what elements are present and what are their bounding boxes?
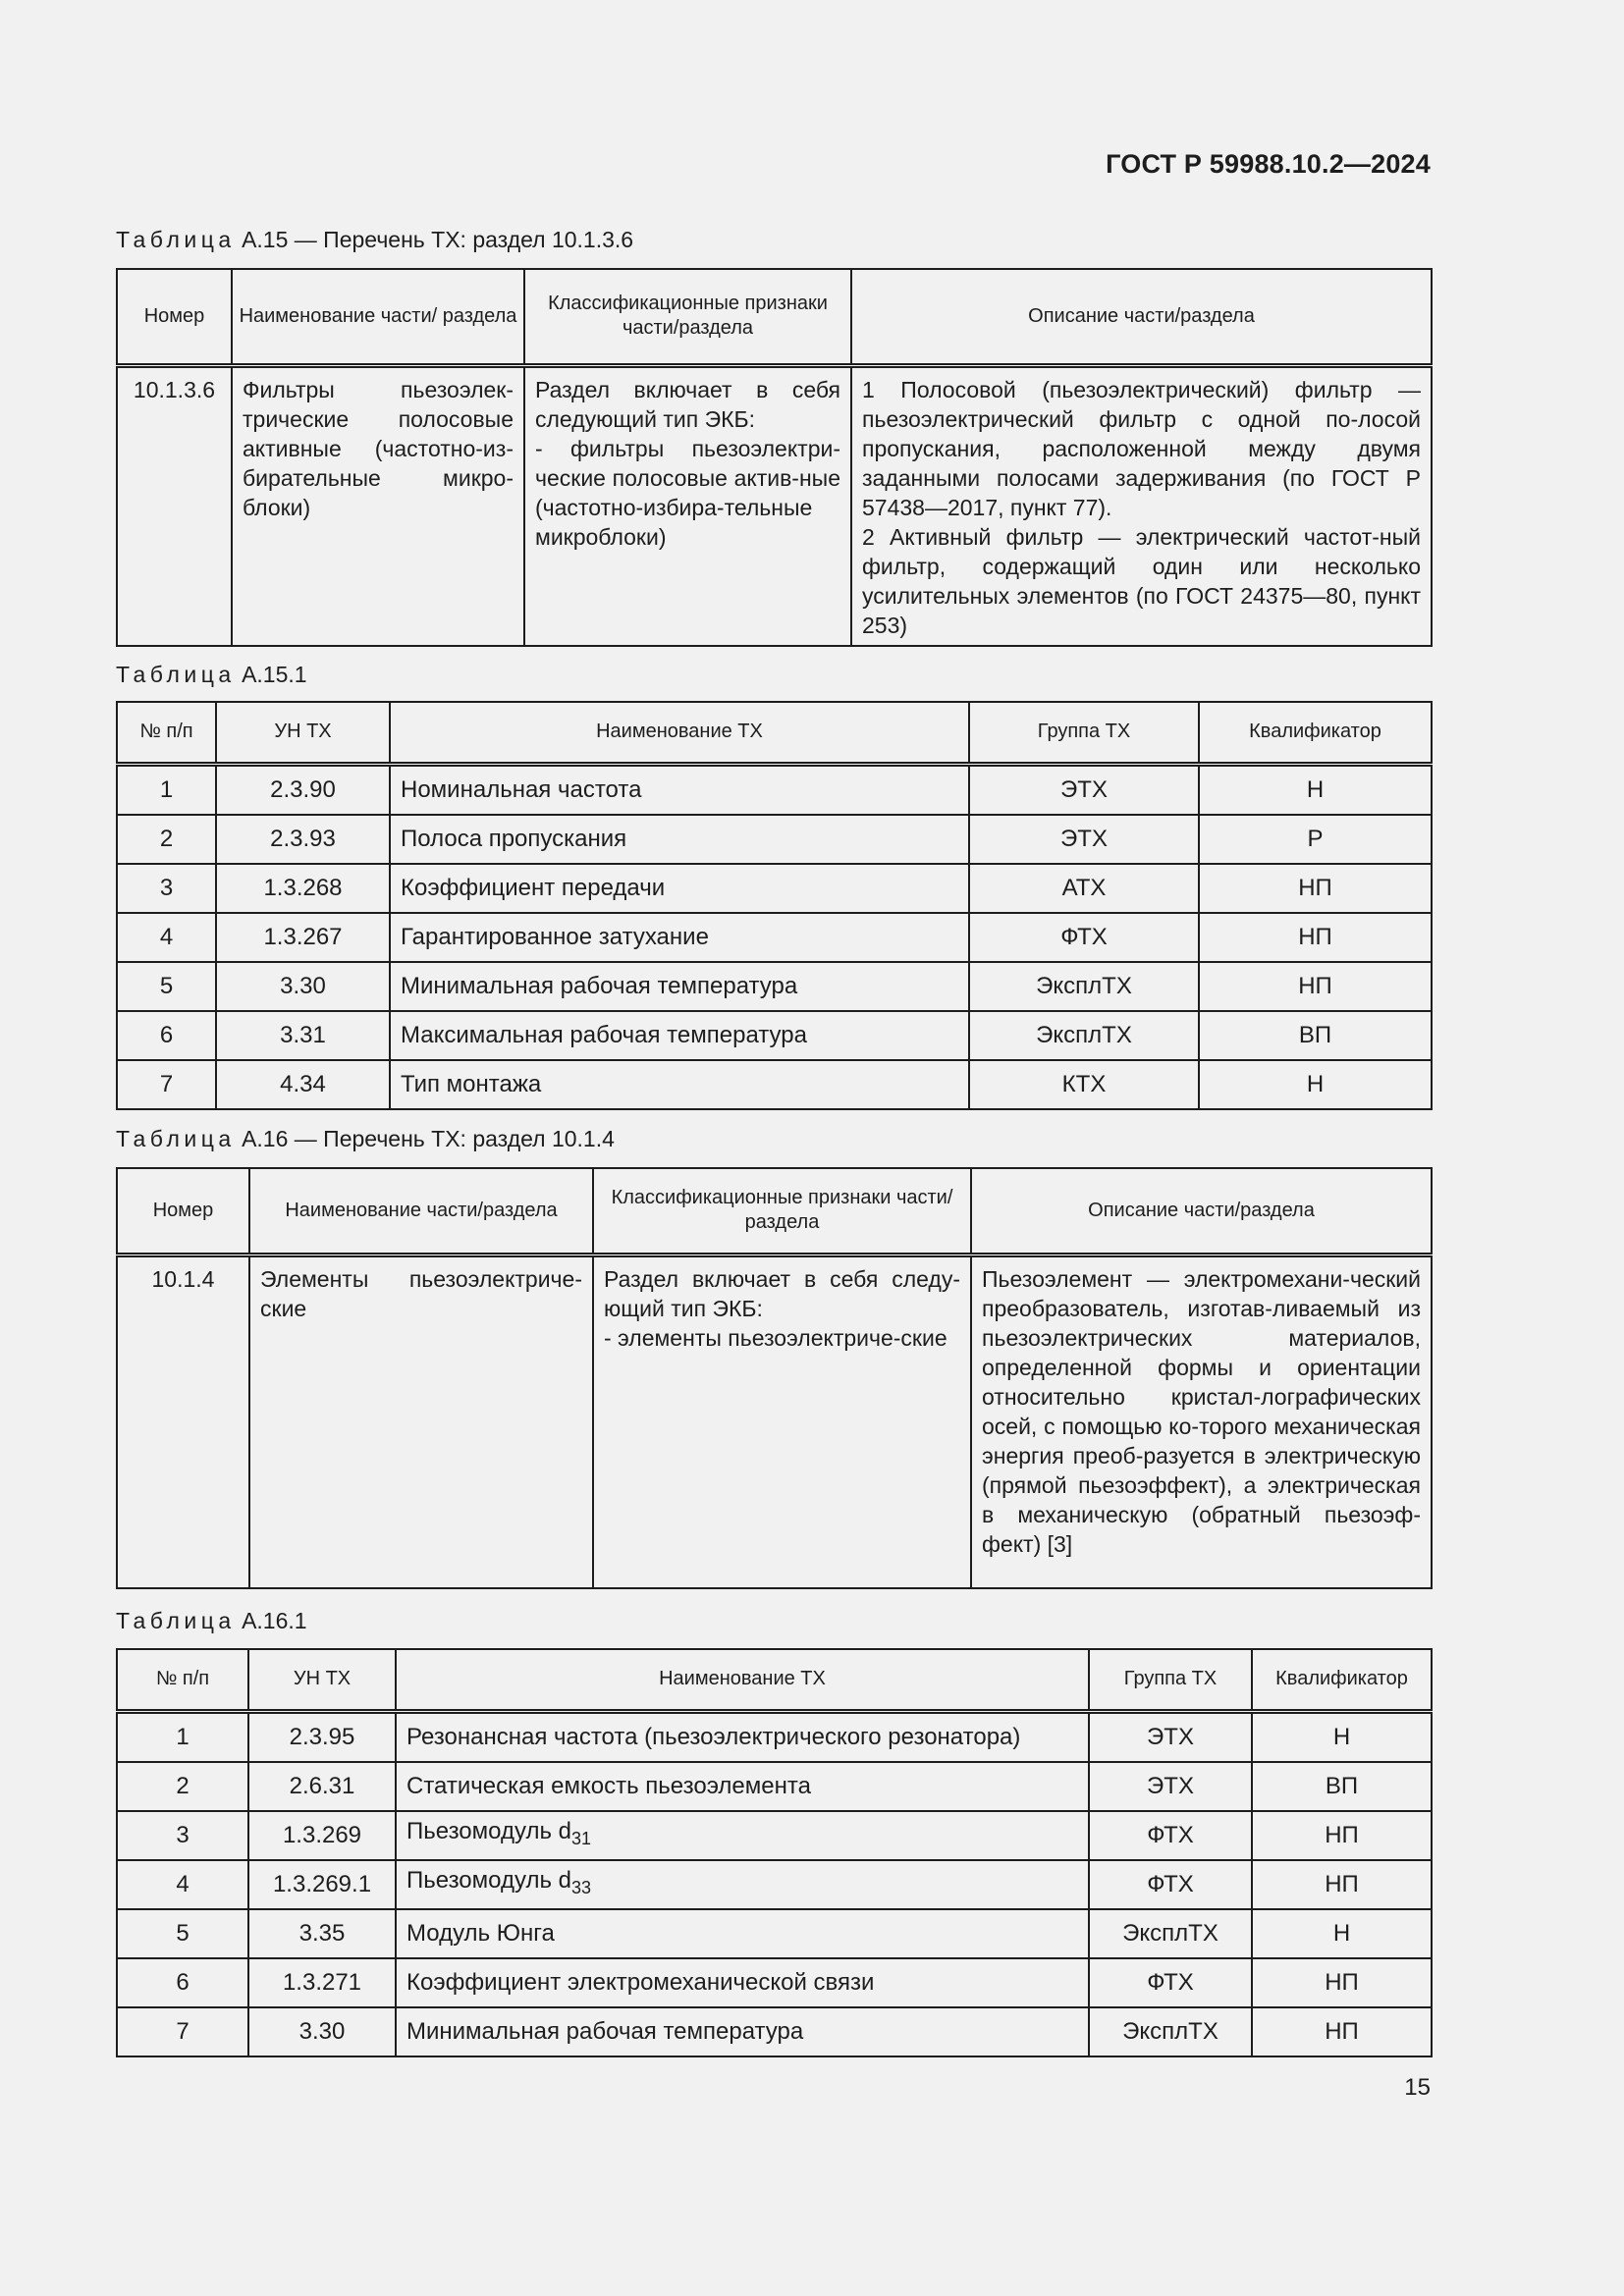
cell-code: 1.3.268 [216, 864, 390, 913]
table-a15-1 [116, 701, 1433, 1110]
caption-word: Таблица [116, 662, 236, 687]
cell-name-text: Статическая емкость пьезоэлемента [406, 1772, 811, 1799]
cell-index: 6 [117, 1011, 216, 1060]
cell-classification: Раздел включает в себя следу-ющий тип ЭКБ: - элементы пьезоэлектриче-ские [593, 1255, 971, 1588]
header-description: Описание части/раздела [971, 1168, 1432, 1255]
cell-qualifier: НП [1252, 2007, 1432, 2056]
cell-code: 2.3.90 [216, 764, 390, 815]
cell-index: 6 [117, 1958, 248, 2007]
table-a16 [116, 1167, 1433, 1589]
cell-name-text: Модуль Юнга [406, 1919, 555, 1947]
cell-group: ФТХ [969, 913, 1199, 962]
table-row [117, 864, 1432, 913]
cell-index: 4 [117, 913, 216, 962]
cell-group: ЭТХ [969, 764, 1199, 815]
cell-name: Гарантированное затухание [390, 913, 969, 962]
cell-qualifier: НП [1252, 1860, 1432, 1909]
cell-index: 2 [117, 1762, 248, 1811]
table-a16-caption [116, 1126, 615, 1152]
table-row [117, 1060, 1432, 1109]
cell-name: Максимальная рабочая температура [390, 1011, 969, 1060]
cell-index: 7 [117, 1060, 216, 1109]
cell-part-name: Элементы пьезоэлектриче-ские [249, 1255, 593, 1588]
cell-code: 3.35 [248, 1909, 396, 1958]
cell-qualifier: НП [1199, 864, 1432, 913]
cell-index: 1 [117, 764, 216, 815]
caption-text: А.16 — Перечень ТХ: раздел 10.1.4 [242, 1126, 615, 1151]
cell-index: 3 [117, 864, 216, 913]
cell-index: 1 [117, 1711, 248, 1762]
table-a15-1-caption [116, 662, 307, 688]
cell-code: 1.3.271 [248, 1958, 396, 2007]
cell-name [396, 1762, 1089, 1811]
caption-text: А.15.1 [242, 662, 307, 687]
cell-group: ЭксплТХ [1089, 1909, 1252, 1958]
cell-code: 2.3.95 [248, 1711, 396, 1762]
cell-classification: Раздел включает в себя следующий тип ЭКБ: - фильтры пьезоэлектри-ческие полосовые актив-ные (частотно-избира-тельные микроблоки) [524, 365, 851, 646]
table-row [117, 2007, 1432, 2056]
table-row [117, 1711, 1432, 1762]
cell-group: ЭксплТХ [969, 962, 1199, 1011]
table-a15-caption [116, 227, 633, 253]
table-header-row [117, 1168, 1432, 1255]
table-row [117, 1958, 1432, 2007]
header-group: Группа ТХ [1089, 1649, 1252, 1711]
cell-name: Коэффициент передачи [390, 864, 969, 913]
cell-group: ЭксплТХ [969, 1011, 1199, 1060]
cell-name [396, 2007, 1089, 2056]
caption-text: А.16.1 [242, 1608, 307, 1633]
table-row [117, 913, 1432, 962]
header-group: Группа ТХ [969, 702, 1199, 764]
cell-index: 2 [117, 815, 216, 864]
table-row [117, 1860, 1432, 1909]
cell-index: 7 [117, 2007, 248, 2056]
table-row [117, 365, 1432, 646]
header-code: УН ТХ [216, 702, 390, 764]
cell-group: КТХ [969, 1060, 1199, 1109]
cell-name [396, 1860, 1089, 1909]
cell-group: ЭТХ [1089, 1711, 1252, 1762]
cell-code: 3.30 [216, 962, 390, 1011]
cell-name [396, 1958, 1089, 2007]
table-row [117, 764, 1432, 815]
table-a16-1 [116, 1648, 1433, 2057]
cell-qualifier: Н [1252, 1909, 1432, 1958]
caption-word: Таблица [116, 227, 236, 252]
cell-index: 5 [117, 1909, 248, 1958]
cell-group: ЭТХ [969, 815, 1199, 864]
table-row [117, 1811, 1432, 1860]
cell-code: 1.3.269 [248, 1811, 396, 1860]
cell-index: 5 [117, 962, 216, 1011]
header-part-name: Наименование части/ раздела [232, 269, 524, 365]
cell-group: ФТХ [1089, 1958, 1252, 2007]
cell-group: ЭТХ [1089, 1762, 1252, 1811]
header-index: № п/п [117, 702, 216, 764]
header-code: УН ТХ [248, 1649, 396, 1711]
header-classification: Классификационные признаки части/раздела [593, 1168, 971, 1255]
cell-code: 3.31 [216, 1011, 390, 1060]
cell-name: Полоса пропускания [390, 815, 969, 864]
cell-group: ФТХ [1089, 1811, 1252, 1860]
table-row [117, 962, 1432, 1011]
cell-index: 3 [117, 1811, 248, 1860]
table-a16-1-caption [116, 1608, 307, 1634]
cell-qualifier: Р [1199, 815, 1432, 864]
cell-name: Номинальная частота [390, 764, 969, 815]
header-qualifier: Квалификатор [1199, 702, 1432, 764]
cell-number: 10.1.4 [117, 1255, 249, 1588]
cell-code: 4.34 [216, 1060, 390, 1109]
cell-code: 1.3.269.1 [248, 1860, 396, 1909]
cell-name [396, 1711, 1089, 1762]
table-a15 [116, 268, 1433, 647]
cell-name: Минимальная рабочая температура [390, 962, 969, 1011]
header-index: № п/п [117, 1649, 248, 1711]
cell-name-text: Пьезомодуль d [406, 1867, 571, 1895]
page-number: 15 [1404, 2074, 1431, 2101]
cell-name-text: Пьезомодуль d [406, 1818, 571, 1845]
table-header-row [117, 702, 1432, 764]
cell-qualifier: НП [1199, 913, 1432, 962]
cell-qualifier: НП [1199, 962, 1432, 1011]
header-number: Номер [117, 1168, 249, 1255]
cell-code: 2.3.93 [216, 815, 390, 864]
cell-qualifier: НП [1252, 1811, 1432, 1860]
cell-name-text: Минимальная рабочая температура [406, 2017, 804, 2045]
caption-word: Таблица [116, 1126, 236, 1151]
table-row [117, 1255, 1432, 1588]
cell-code: 2.6.31 [248, 1762, 396, 1811]
header-name: Наименование ТХ [396, 1649, 1089, 1711]
cell-qualifier: Н [1252, 1711, 1432, 1762]
table-header-row [117, 269, 1432, 365]
caption-text: А.15 — Перечень ТХ: раздел 10.1.3.6 [242, 227, 634, 252]
cell-qualifier: Н [1199, 1060, 1432, 1109]
table-row [117, 1762, 1432, 1811]
header-number: Номер [117, 269, 232, 365]
header-description: Описание части/раздела [851, 269, 1432, 365]
subscript: 33 [570, 1877, 592, 1897]
header-name: Наименование ТХ [390, 702, 969, 764]
table-row [117, 1011, 1432, 1060]
caption-word: Таблица [116, 1608, 236, 1633]
cell-name-text: Коэффициент электромеханической связи [406, 1968, 875, 1996]
cell-part-name: Фильтры пьезоэлек-трические полосовые активные (частотно-из-бирательные микро-блоки) [232, 365, 524, 646]
cell-code: 3.30 [248, 2007, 396, 2056]
cell-group: ЭксплТХ [1089, 2007, 1252, 2056]
cell-description: Пьезоэлемент — электромехани-ческий преобразователь, изготав-ливаемый из пьезоэлектрических материалов, определенной формы и ориентации относительно кристал-лографических осей, с помощью ко-торого механическая энергия преоб-разуется в электрическую (прямой пьезоэффект), а электрическая в механическую (обратный пьезоэф-фект) [3] [971, 1255, 1432, 1588]
cell-group: АТХ [969, 864, 1199, 913]
document-code: ГОСТ Р 59988.10.2—2024 [1106, 149, 1431, 179]
cell-qualifier: НП [1252, 1958, 1432, 2007]
subscript: 31 [570, 1828, 592, 1848]
table-row [117, 1909, 1432, 1958]
header-classification: Классификационные признаки части/раздела [524, 269, 851, 365]
cell-name [396, 1909, 1089, 1958]
cell-number: 10.1.3.6 [117, 365, 232, 646]
table-header-row [117, 1649, 1432, 1711]
table-row [117, 815, 1432, 864]
cell-name-text: Резонансная частота (пьезоэлектрического резонатора) [406, 1723, 1021, 1750]
cell-code: 1.3.267 [216, 913, 390, 962]
header-qualifier: Квалификатор [1252, 1649, 1432, 1711]
header-part-name: Наименование части/раздела [249, 1168, 593, 1255]
cell-qualifier: Н [1199, 764, 1432, 815]
cell-index: 4 [117, 1860, 248, 1909]
cell-name [396, 1811, 1089, 1860]
cell-qualifier: ВП [1252, 1762, 1432, 1811]
cell-description: 1 Полосовой (пьезоэлектрический) фильтр — пьезоэлектрический фильтр с одной по-лосой пропускания, расположенной между двумя заданными полосами задерживания (по ГОСТ Р 57438—2017, пункт 77). 2 Активный фильтр — электрический частот-ный фильтр, содержащий один или несколько усилительных элементов (по ГОСТ 24375—80, пункт 253) [851, 365, 1432, 646]
cell-qualifier: ВП [1199, 1011, 1432, 1060]
cell-name: Тип монтажа [390, 1060, 969, 1109]
cell-group: ФТХ [1089, 1860, 1252, 1909]
